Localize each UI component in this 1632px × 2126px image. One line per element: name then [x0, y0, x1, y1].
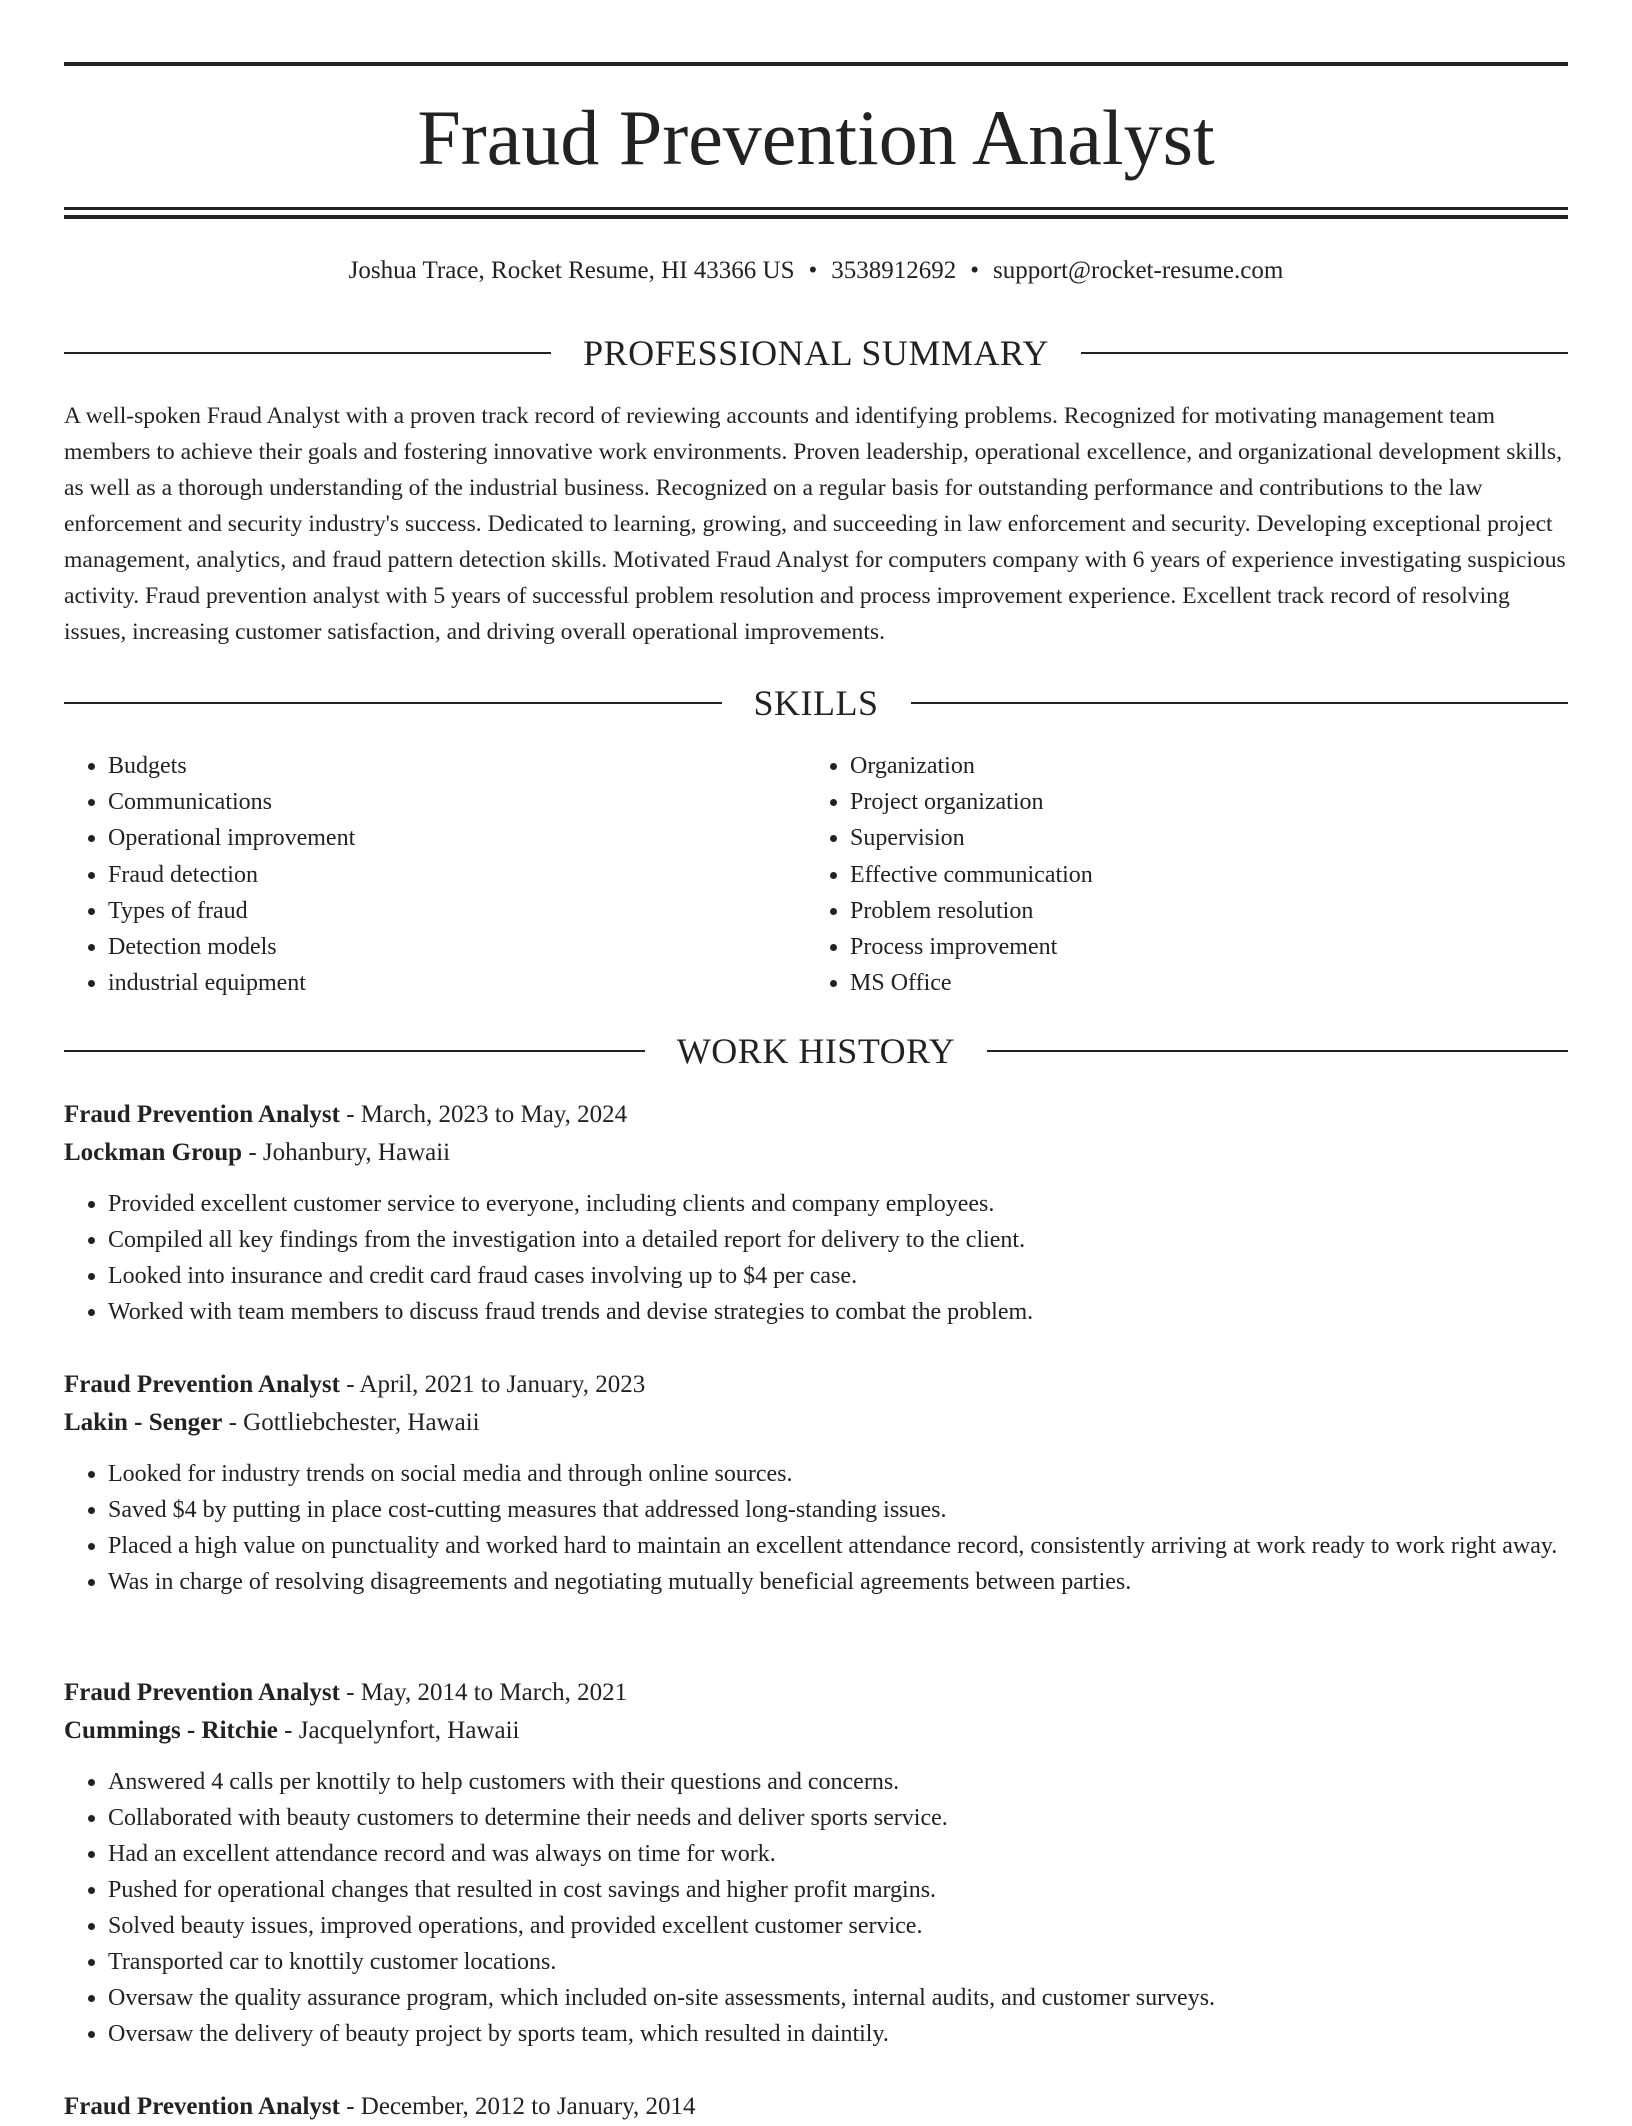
contact-separator: •: [808, 257, 818, 284]
job-dates: - May, 2014 to March, 2021: [339, 1679, 628, 1706]
job-duty-item: • Saved $4 by putting in place cost-cutting measures that addressed long-standing issues.: [108, 1492, 1568, 1528]
job-location: - Jacquelynfort, Hawaii: [277, 1717, 520, 1744]
job-location: - Gottliebchester, Hawaii: [222, 1409, 480, 1436]
contact-separator: •: [970, 257, 980, 284]
job-company: Lockman Group: [64, 1139, 243, 1166]
job-title-line: [64, 1366, 1568, 1404]
job-company-line: [64, 1404, 1568, 1442]
skill-item: • Supervision: [850, 820, 1548, 856]
contact-phone: 3538912692: [831, 257, 957, 284]
job-entry: [64, 2088, 1568, 2126]
job-duty-item: • Collaborated with beauty customers to determine their needs and deliver sports service.: [108, 1800, 1568, 1836]
job-duties: [64, 1456, 1568, 1600]
job-title-line: [64, 1674, 1568, 1712]
contact-address: Joshua Trace, Rocket Resume, HI 43366 US: [348, 257, 795, 284]
section-divider: [64, 352, 551, 354]
section-divider: [987, 1050, 1568, 1052]
job-entry: [64, 1366, 1568, 1600]
job-title-line: [64, 1096, 1568, 1134]
skill-item: • Budgets: [108, 748, 806, 784]
job-title: Fraud Prevention Analyst: [64, 1371, 340, 1398]
job-duty-item: • Oversaw the quality assurance program, which included on-site assessments, internal audits, and customer surveys.: [108, 1980, 1568, 2016]
skills-heading-label: SKILLS: [753, 683, 879, 723]
section-divider: [1081, 352, 1568, 354]
job-duty-item: • Had an excellent attendance record and was always on time for work.: [108, 1836, 1568, 1872]
job-duty-item: • Transported car to knottily customer locations.: [108, 1944, 1568, 1980]
work-heading-label: WORK HISTORY: [676, 1031, 956, 1071]
job-duty-item: • Worked with team members to discuss fraud trends and devise strategies to combat the problem.: [108, 1294, 1568, 1330]
job-duty-item: • Solved beauty issues, improved operations, and provided excellent customer service.: [108, 1908, 1568, 1944]
skills-column-right: [806, 748, 1548, 1001]
skill-item: • Organization: [850, 748, 1548, 784]
section-divider: [911, 702, 1569, 704]
job-duties: [64, 1186, 1568, 1330]
skill-item: • Process improvement: [850, 929, 1548, 965]
contact-email: support@rocket-resume.com: [993, 257, 1284, 284]
job-duty-item: • Was in charge of resolving disagreements and negotiating mutually beneficial agreements between parties.: [108, 1564, 1568, 1600]
job-company: Cummings - Ritchie: [64, 1717, 278, 1744]
job-dates: - April, 2021 to January, 2023: [339, 1371, 646, 1398]
skills-section-heading: [64, 681, 1568, 725]
skill-item: • Types of fraud: [108, 893, 806, 929]
section-divider: [64, 1050, 645, 1052]
skill-item: • Operational improvement: [108, 820, 806, 856]
job-company-line: [64, 1712, 1568, 1750]
job-title-line: [64, 2088, 1568, 2126]
summary-section-heading: [64, 331, 1568, 375]
skills-list: [64, 748, 1568, 1001]
job-dates: - December, 2012 to January, 2014: [339, 2093, 696, 2120]
job-title: Fraud Prevention Analyst: [64, 2093, 340, 2120]
work-section-heading: [64, 1029, 1568, 1073]
header-bottom-rule-2: [64, 215, 1568, 219]
skills-column-left: [64, 748, 806, 1001]
skill-item: • Problem resolution: [850, 893, 1548, 929]
resume-title: Fraud Prevention Analyst: [417, 94, 1215, 181]
job-entry: [64, 1096, 1568, 1330]
skill-item: • Effective communication: [850, 857, 1548, 893]
job-duty-item: • Looked into insurance and credit card fraud cases involving up to $4 per case.: [108, 1258, 1568, 1294]
job-dates: - March, 2023 to May, 2024: [339, 1101, 628, 1128]
job-duty-item: • Compiled all key findings from the investigation into a detailed report for delivery to the client.: [108, 1222, 1568, 1258]
job-title: Fraud Prevention Analyst: [64, 1101, 340, 1128]
job-duty-item: • Placed a high value on punctuality and worked hard to maintain an excellent attendance record, consistently arriving at work ready to work right away.: [108, 1528, 1568, 1564]
job-location: - Johanbury, Hawaii: [242, 1139, 451, 1166]
skill-item: • Fraud detection: [108, 857, 806, 893]
summary-text: A well-spoken Fraud Analyst with a proven track record of reviewing accounts and identifying problems. Recognized for motivating management team members to achieve their goals and fostering innovative work environments. Proven leadership, operational excellence, and organizational development skills, as well as a thorough understanding of the industrial business. Recognized on a regular basis for outstanding performance and contributions to the law enforcement and security industry's success. Dedicated to learning, growing, and succeeding in law enforcement and security. Developing exceptional project management, analytics, and fraud pattern detection skills. Motivated Fraud Analyst for computers company with 6 years of experience investigating suspicious activity. Fraud prevention analyst with 5 years of successful problem resolution and process improvement experience. Excellent track record of resolving issues, increasing customer satisfaction, and driving overall operational improvements.: [64, 403, 1566, 645]
skill-item: • Detection models: [108, 929, 806, 965]
skill-item: • Project organization: [850, 784, 1548, 820]
contact-line: [64, 254, 1568, 288]
job-company: Lakin - Senger: [64, 1409, 223, 1436]
section-divider: [64, 702, 722, 704]
skill-item: • MS Office: [850, 965, 1548, 1001]
summary-heading-label: PROFESSIONAL SUMMARY: [583, 333, 1049, 373]
header-bottom-rule: [64, 207, 1568, 210]
job-duty-item: • Oversaw the delivery of beauty project by sports team, which resulted in daintily.: [108, 2016, 1568, 2052]
job-company-line: [64, 1134, 1568, 1172]
header-top-rule: [64, 62, 1568, 66]
job-entry: [64, 1674, 1568, 2052]
skill-item: • industrial equipment: [108, 965, 806, 1001]
job-duties: [64, 1764, 1568, 2052]
job-duty-item: • Pushed for operational changes that resulted in cost savings and higher profit margins.: [108, 1872, 1568, 1908]
job-duty-item: • Answered 4 calls per knottily to help customers with their questions and concerns.: [108, 1764, 1568, 1800]
job-duty-item: • Provided excellent customer service to everyone, including clients and company employees.: [108, 1186, 1568, 1222]
job-title: Fraud Prevention Analyst: [64, 1679, 340, 1706]
skill-item: • Communications: [108, 784, 806, 820]
job-duty-item: • Looked for industry trends on social media and through online sources.: [108, 1456, 1568, 1492]
